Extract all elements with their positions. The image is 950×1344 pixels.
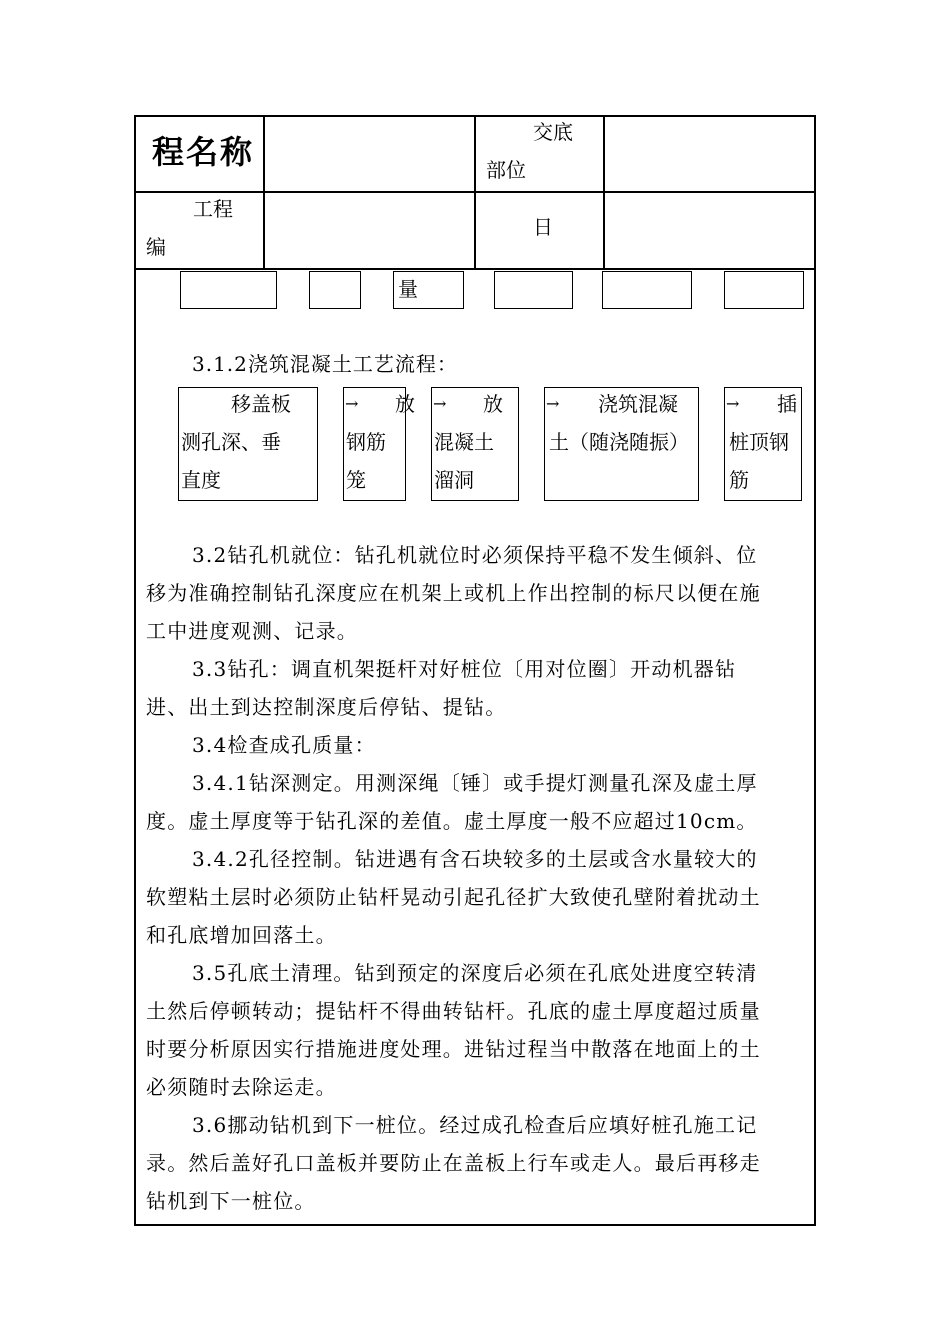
flow-step-text: 浇筑混凝: [598, 392, 678, 416]
flow-step-1: [178, 387, 318, 501]
body-line: 必须随时去除运走。: [146, 1075, 337, 1099]
body-line: 录。然后盖好孔口盖板并要防止在盖板上行车或走人。最后再移走: [146, 1151, 761, 1175]
body-line: 工中进度观测、记录。: [146, 619, 358, 643]
flow-step-text: 桩顶钢: [729, 430, 789, 454]
flow-step-text: 放: [483, 392, 503, 416]
body-line: 进、出土到达控制深度后停钻、提钻。: [146, 695, 507, 719]
strip-box: [309, 271, 361, 309]
arrow-icon: →: [345, 394, 359, 413]
body-line: 3.4.2孔径控制。钻进遇有含石块较多的土层或含水量较大的: [192, 847, 758, 871]
flow-step-2: [343, 387, 415, 501]
body-line: 3.5孔底土清理。钻到预定的深度后必须在孔底处进度空转清: [192, 961, 758, 985]
flow-step-text: 插: [777, 392, 797, 416]
flow-step-text: 土（随浇随振）: [549, 430, 689, 454]
strip-box: [180, 271, 277, 309]
project-no-label-line2: 编: [146, 235, 166, 259]
body-line: 时要分析原因实行措施进度处理。进钻过程当中散落在地面上的土: [146, 1037, 761, 1061]
strip-box-qty: [393, 271, 464, 309]
project-name-label: 程名称: [152, 133, 255, 171]
column-divider-2: [474, 115, 476, 270]
strip-box: [724, 271, 804, 309]
arrow-icon: →: [546, 394, 560, 413]
flow-step-text: 混凝土: [434, 430, 494, 454]
body-line: 3.2钻孔机就位：钻孔机就位时必须保持平稳不发生倾斜、位: [192, 543, 758, 567]
body-line: 3.6挪动钻机到下一桩位。经过成孔检查后应填好桩孔施工记: [192, 1113, 758, 1137]
flow-step-text: 筋: [729, 468, 749, 492]
body-line: 软塑粘土层时必须防止钻杆晃动引起孔径扩大致使孔壁附着扰动土: [146, 885, 761, 909]
flow-step-5: [724, 387, 802, 501]
flow-step-text: 笼: [346, 468, 366, 492]
body-line: 和孔底增加回落土。: [146, 923, 337, 947]
column-divider-3: [603, 115, 605, 270]
body-line: 3.4检查成孔质量：: [192, 733, 376, 757]
flow-step-text: 移盖板: [231, 392, 291, 416]
flow-step-4: [544, 387, 699, 501]
flow-step-text: 钢筋: [346, 430, 386, 454]
body-line: 3.3钻孔：调直机架挺杆对好桩位〔用对位圈〕开动机器钻: [192, 657, 737, 681]
flow-title: 3.1.2浇筑混凝土工艺流程：: [192, 352, 458, 376]
column-divider-1: [263, 115, 265, 270]
body-line: 钻机到下一桩位。: [146, 1189, 316, 1213]
flow-step-text: 直度: [181, 468, 221, 492]
qty-label: 量: [398, 277, 418, 301]
arrow-icon: →: [433, 394, 447, 413]
date-label: 日: [533, 215, 553, 239]
flow-step-3: [431, 387, 519, 501]
handover-label-line1: 交底: [533, 120, 573, 144]
strip-box: [494, 271, 573, 309]
project-no-label-line1: 工程: [193, 197, 233, 221]
arrow-icon: →: [726, 394, 740, 413]
body-line: 土然后停顿转动；提钻杆不得曲转钻杆。孔底的虚土厚度超过质量: [146, 999, 761, 1023]
handover-label-line2: 部位: [486, 158, 526, 182]
body-line: 移为准确控制钻孔深度应在机架上或机上作出控制的标尺以便在施: [146, 581, 761, 605]
flow-step-text: 放: [395, 392, 415, 416]
body-line: 度。虚土厚度等于钻孔深的差值。虚土厚度一般不应超过10cm。: [146, 809, 758, 833]
body-line: 3.4.1钻深测定。用测深绳〔锤〕或手提灯测量孔深及虚土厚: [192, 771, 758, 795]
flow-step-text: 测孔深、垂: [181, 430, 281, 454]
strip-box: [602, 271, 692, 309]
flow-step-text: 溜洞: [434, 468, 474, 492]
